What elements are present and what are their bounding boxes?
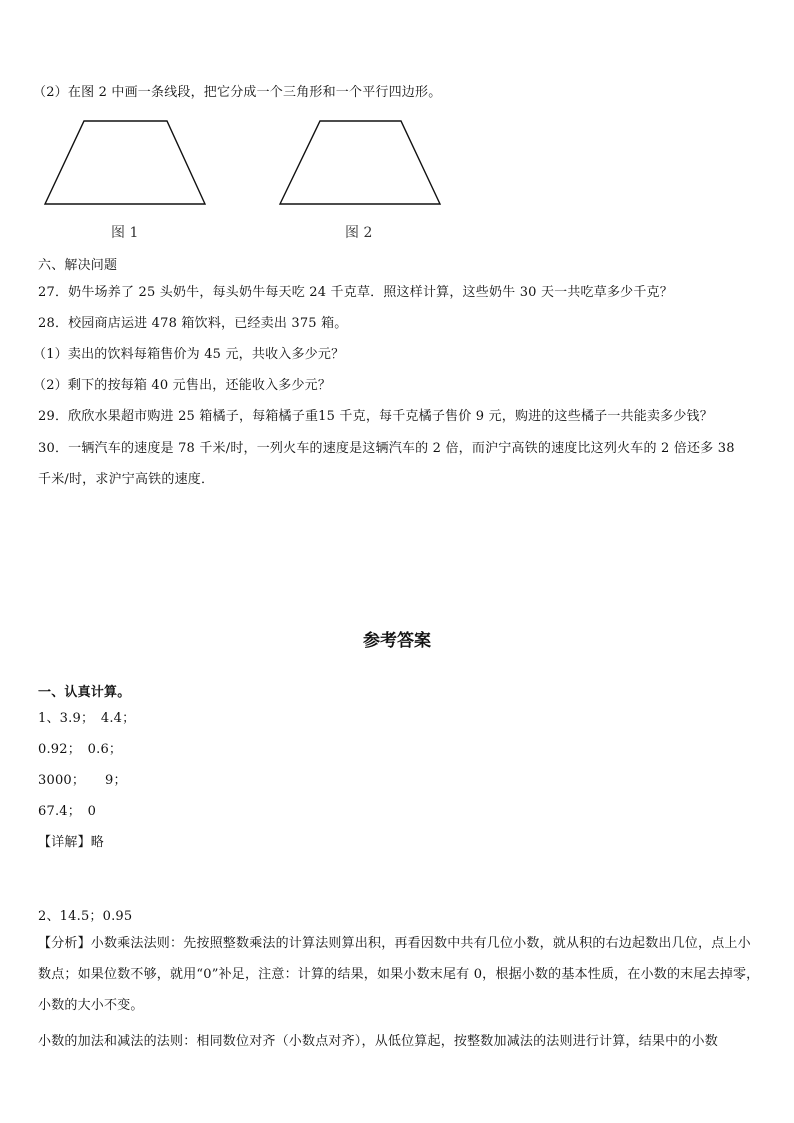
question-27: 27．奶牛场养了 25 头奶牛，每头奶牛每天吃 24 千克草．照这样计算，这些奶牛 30 天一共吃草多少千克？ [38,285,673,300]
question-28: 28．校园商店运进 478 箱饮料，已经卖出 375 箱。 [38,316,348,331]
question-28-part1: （1）卖出的饮料每箱售价为 45 元，共收入多少元？ [33,347,345,362]
answer-1-line3: 3000； 9； [38,773,127,788]
question-30-line2: 千米/时，求沪宁高铁的速度． [38,472,215,487]
trapezoid-figure-1 [40,115,212,210]
answer-1-line4: 67.4； 0 [38,804,97,819]
answer-1-line1: 1、3.9； 4.4； [38,711,136,726]
question-30-line1: 30．一辆汽车的速度是 78 千米/时，一列火车的速度是这辆汽车的 2 倍，而沪宁高铁的速度比这列火车的 2 倍还多 38 [38,441,735,456]
answer-2-analysis: 【分析】小数乘法法则：先按照整数乘法的计算法则算出积，再看因数中共有几位小数，就从积的右边起数出几位，点上小数点；如果位数不够，就用“0”补足，注意：计算的结果，如果小数末尾有 0，根据小数的基本性质，在小数的末尾去掉零，小数的大小不变。 [38,936,760,1013]
answer-1-detail: 【详解】略 [38,835,105,850]
q26-part2: （2）在图 2 中画一条线段，把它分成一个三角形和一个平行四边形。 [33,85,442,100]
answer-1-line2: 0.92； 0.6； [38,742,123,757]
figure-2-caption: 图 2 [345,225,373,241]
question-28-part2: （2）剩下的按每箱 40 元售出，还能收入多少元？ [33,378,332,393]
answer-section-1: 一、认真计算。 [38,685,131,700]
section-6-title: 六、解决问题 [38,258,118,273]
answer-2-decimal-rule: 小数的加法和减法的法则：相同数位对齐（小数点对齐），从低位算起，按整数加减法的法则进行计算，结果中的小数 [38,1034,718,1049]
question-29: 29．欣欣水果超市购进 25 箱橘子，每箱橘子重15 千克，每千克橘子售价 9 元，购进的这些橘子一共能卖多少钱？ [38,409,713,424]
answer-2: 2、14.5；0.95 [38,909,133,924]
answer-key-title: 参考答案 [363,631,431,651]
figure-1-caption: 图 1 [111,225,139,241]
trapezoid-figure-2 [275,115,447,210]
